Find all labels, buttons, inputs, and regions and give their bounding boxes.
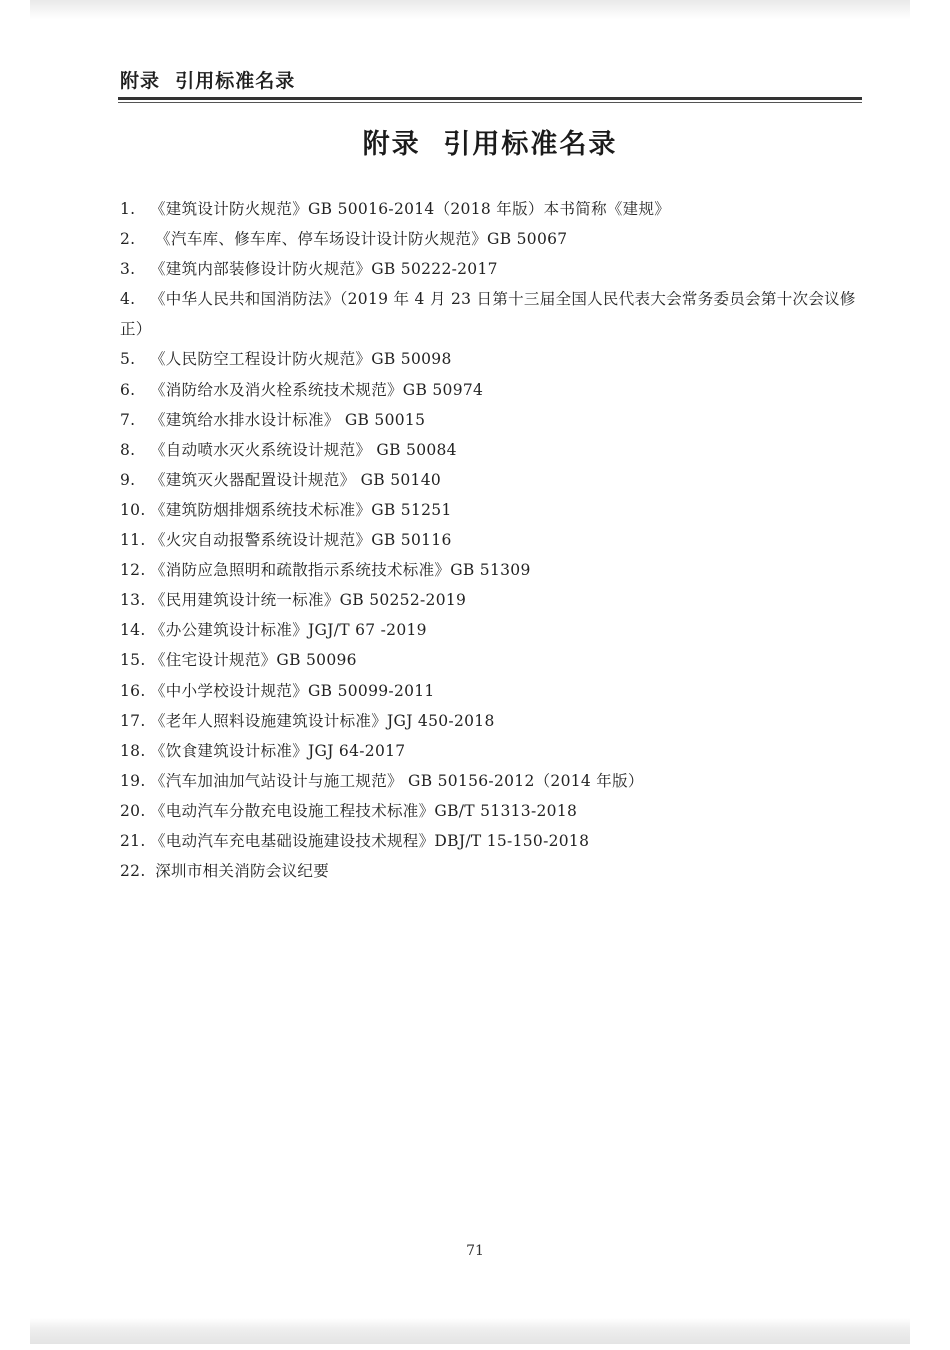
reference-number: 3. [120, 260, 136, 279]
reference-number: 4. [120, 290, 136, 309]
reference-text: 《电动汽车充电基础设施建设技术规程》DBJ/T 15-150-2018 [150, 831, 590, 850]
reference-text: 《中小学校设计规范》GB 50099-2011 [150, 681, 435, 700]
reference-item [120, 375, 870, 405]
reference-number: 10. [120, 500, 146, 519]
reference-number: 20. [120, 801, 146, 820]
reference-item [120, 555, 870, 585]
reference-item [120, 224, 870, 254]
reference-text: 《住宅设计规范》GB 50096 [150, 651, 357, 670]
reference-text: 《建筑防烟排烟系统技术标准》GB 51251 [150, 500, 452, 519]
reference-text: 《建筑设计防火规范》GB 50016-2014（2018 年版）本书简称《建规》 [150, 200, 671, 218]
reference-number: 22. [120, 862, 146, 881]
reference-item [120, 254, 870, 284]
reference-number: 9. [120, 470, 136, 489]
page-title: 附录 引用标准名录 [362, 129, 618, 160]
reference-item [120, 645, 870, 675]
header-rule-thin [118, 102, 862, 103]
reference-text: 《办公建筑设计标准》JGJ/T 67 -2019 [150, 621, 427, 640]
reference-number: 13. [120, 591, 146, 610]
reference-item [120, 766, 870, 796]
reference-text: 《建筑内部装修设计防火规范》GB 50222-2017 [150, 260, 498, 279]
reference-number: 18. [120, 741, 146, 760]
reference-item [120, 826, 870, 856]
reference-item [120, 435, 870, 465]
reference-text: 《火灾自动报警系统设计规范》GB 50116 [150, 531, 452, 550]
reference-text: 《自动喷水灭火系统设计规范》 GB 50084 [150, 440, 457, 459]
reference-item [120, 615, 870, 645]
reference-text: 《消防应急照明和疏散指示系统技术标准》GB 51309 [150, 561, 531, 580]
reference-item [120, 495, 870, 525]
reference-text: 《建筑灭火器配置设计规范》 GB 50140 [150, 470, 442, 489]
page-number: 71 [466, 1243, 484, 1259]
reference-item [120, 194, 870, 224]
reference-number: 8. [120, 440, 136, 459]
reference-item [120, 676, 870, 706]
running-header: 附录 引用标准名录 [120, 70, 296, 92]
reference-number: 19. [120, 771, 146, 790]
reference-text: 《民用建筑设计统一标准》GB 50252-2019 [150, 591, 467, 610]
reference-number: 17. [120, 711, 146, 730]
reference-number: 14. [120, 621, 146, 640]
scan-edge-top [30, 0, 910, 20]
reference-text: 《老年人照料设施建筑设计标准》JGJ 450-2018 [150, 711, 495, 730]
scan-edge-bottom [30, 1318, 910, 1344]
reference-item [120, 405, 870, 435]
reference-text: 深圳市相关消防会议纪要 [150, 862, 330, 881]
reference-number: 16. [120, 681, 146, 700]
reference-text: 《汽车库、修车库、停车场设计设计防火规范》GB 50067 [150, 230, 568, 249]
reference-text: 《人民防空工程设计防火规范》GB 50098 [150, 350, 452, 369]
reference-item [120, 344, 870, 374]
reference-item [120, 465, 870, 495]
reference-item [120, 856, 870, 886]
reference-text: 《中华人民共和国消防法》（2019 年 4 月 23 日第十三届全国人民代表大会常务委员会第十次会议修正） [120, 290, 856, 339]
reference-number: 7. [120, 410, 136, 429]
reference-text: 《电动汽车分散充电设施工程技术标准》GB/T 51313-2018 [150, 801, 578, 820]
reference-item [120, 796, 870, 826]
reference-text: 《消防给水及消火栓系统技术规范》GB 50974 [150, 380, 484, 399]
reference-number: 12. [120, 561, 146, 580]
reference-list [120, 194, 870, 886]
reference-number: 11. [120, 531, 146, 550]
reference-number: 6. [120, 380, 136, 399]
reference-item [120, 284, 870, 344]
header-rule-thick [118, 97, 862, 100]
reference-text: 《饮食建筑设计标准》JGJ 64-2017 [150, 741, 406, 760]
reference-number: 1. [120, 200, 136, 218]
reference-item [120, 706, 870, 736]
reference-number: 5. [120, 350, 136, 369]
reference-number: 15. [120, 651, 146, 670]
reference-item [120, 736, 870, 766]
reference-item [120, 525, 870, 555]
reference-text: 《建筑给水排水设计标准》 GB 50015 [150, 410, 426, 429]
reference-item [120, 585, 870, 615]
reference-number: 2. [120, 230, 136, 249]
reference-number: 21. [120, 831, 146, 850]
reference-text: 《汽车加油加气站设计与施工规范》 GB 50156-2012（2014 年版） [150, 771, 644, 790]
